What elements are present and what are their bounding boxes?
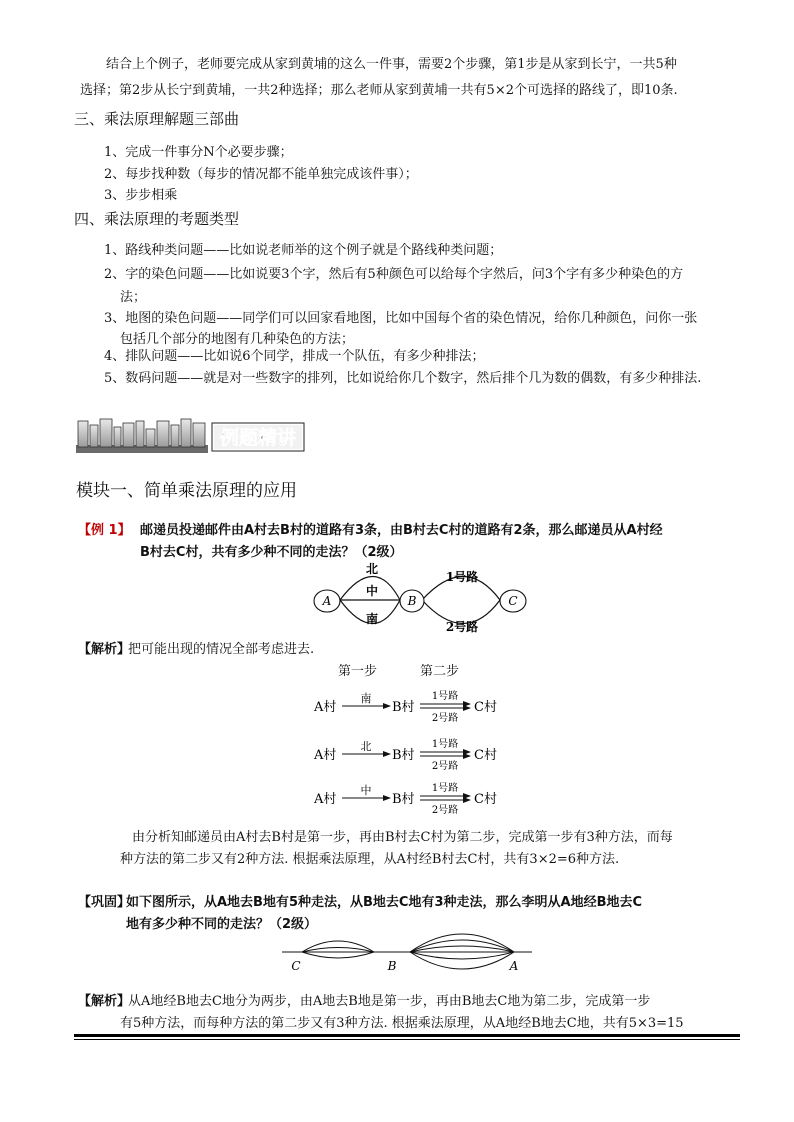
- consolidate-question-line-2: 地有多少种不同的走法？（2级）: [126, 917, 318, 932]
- row-2-bot: 2号路: [431, 761, 459, 772]
- step-2-label: 第二步: [420, 664, 460, 679]
- section-4-item-2b: 法；: [120, 290, 147, 305]
- consolidate-question-line-1: 如下图所示，从A地去B地有5种走法，从B地去C地有3种走法，那么李明从A地经B地去C: [126, 895, 643, 910]
- section-4-item-4: 4、排队问题——比如说6个同学，排成一个队伍，有多少种排法；: [104, 349, 485, 364]
- analysis-2-tag: 【解析】: [78, 994, 131, 1009]
- point-c: C: [291, 959, 301, 973]
- analysis-1-text: 把可能出现的情况全部考虑进去.: [128, 642, 315, 657]
- module-1-title: 模块一、简单乘法原理的应用: [76, 481, 297, 501]
- consolidate-tag: 【巩固】: [78, 895, 131, 910]
- row-3-from: A村: [314, 792, 337, 807]
- point-a: A: [509, 959, 519, 973]
- footer-rule-thin: [74, 1039, 740, 1040]
- label-middle: 中: [365, 584, 379, 598]
- row-1-from: A村: [314, 700, 337, 715]
- banner-title: 例题精讲: [219, 427, 297, 449]
- section-4-item-1: 1、路线种类问题——比如说老师举的这个例子就是个路线种类问题；: [104, 243, 503, 258]
- row-2-road: 北: [360, 740, 372, 753]
- label-north: 北: [365, 562, 379, 576]
- label-south: 南: [365, 612, 379, 626]
- row-1-to: C村: [474, 700, 497, 715]
- route-diagram-abc: [300, 555, 540, 635]
- section-4-item-3a: 3、地图的染色问题——同学们可以回家看地图，比如中国每个省的染色情况，给你几种颜色，问你一张: [104, 311, 698, 326]
- row-3-top: 1号路: [431, 783, 459, 794]
- node-c: C: [508, 594, 518, 608]
- row-1-mid: B村: [392, 700, 415, 715]
- step-row-1: [313, 689, 497, 724]
- label-road-2: 2号路: [445, 620, 479, 634]
- label-road-1: 1号路: [445, 570, 479, 584]
- banner-decoration: [76, 415, 306, 457]
- example-banner: [76, 415, 306, 457]
- intro-line-1: 结合上个例子，老师要完成从家到黄埔的这么一件事，需要2个步骤，第1步是从家到长宁，一共5种: [106, 57, 677, 72]
- example-1-conclusion-line-1: 由分析知邮递员由A村去B村是第一步，再由B村去C村为第二步，完成第一步有3种方法，而每: [132, 830, 673, 845]
- row-1-bot: 2号路: [431, 713, 459, 724]
- step-row-3: [313, 781, 497, 816]
- example-1-question-line-1: 邮递员投递邮件由A村去B村的道路有3条，由B村去C村的道路有2条，那么邮递员从A村经: [140, 523, 663, 538]
- section-4-item-5: 5、数码问题——就是对一些数字的排列，比如说给你几个数字，然后排个几为数的偶数，有多少种排法.: [104, 371, 702, 386]
- section-3-title: 三、乘法原理解题三部曲: [74, 110, 240, 128]
- analysis-2-line-2: 有5种方法，而每种方法的第二步又有3种方法. 根据乘法原理，从A地经B地去C地，共有5×3=15: [120, 1016, 684, 1031]
- section-4-item-2a: 2、字的染色问题——比如说要3个字，然后有5种颜色可以给每个字然后，问3个字有多少种染色的方: [104, 267, 684, 282]
- intro-line-2: 选择；第2步从长宁到黄埔，一共2种选择；那么老师从家到黄埔一共有5×2个可选择的路线了，即10条.: [80, 83, 678, 98]
- footer-rule-thick: [74, 1034, 740, 1037]
- route-diagram-cba: [282, 930, 532, 978]
- row-3-mid: B村: [392, 792, 415, 807]
- section-3-item-2: 2、每步找种数（每步的情况都不能单独完成该件事）；: [104, 167, 418, 182]
- node-a: A: [322, 594, 332, 608]
- row-3-to: C村: [474, 792, 497, 807]
- example-1-tag: 【例 1】: [78, 523, 131, 538]
- example-1-question-line-2: B村去C村，共有多少种不同的走法？（2级）: [140, 545, 403, 560]
- section-3-item-1: 1、完成一件事分N个必要步骤；: [104, 145, 293, 160]
- row-1-top: 1号路: [431, 691, 459, 702]
- section-4-item-3b: 包括几个部分的地图有几种染色的方法；: [120, 332, 355, 347]
- row-3-road: 中: [360, 784, 372, 797]
- point-b: B: [387, 959, 397, 973]
- row-2-top: 1号路: [431, 739, 459, 750]
- row-1-road: 南: [360, 692, 372, 705]
- section-3-item-3: 3、步步相乘: [104, 188, 178, 203]
- step-rows-diagram: [300, 686, 520, 816]
- row-3-bot: 2号路: [431, 805, 459, 816]
- example-1-conclusion-line-2: 种方法的第二步又有2种方法. 根据乘法原理，从A村经B村去C村，共有3×2=6种方法.: [120, 852, 620, 867]
- analysis-1-tag: 【解析】: [78, 642, 131, 657]
- section-4-title: 四、乘法原理的考题类型: [74, 210, 240, 228]
- row-2-from: A村: [314, 748, 337, 763]
- node-b: B: [407, 594, 417, 608]
- row-2-mid: B村: [392, 748, 415, 763]
- step-1-label: 第一步: [338, 664, 378, 679]
- step-row-2: [313, 737, 497, 772]
- row-2-to: C村: [474, 748, 497, 763]
- analysis-2-line-1: 从A地经B地去C地分为两步，由A地去B地是第一步，再由B地去C地为第二步，完成第一步: [128, 994, 651, 1009]
